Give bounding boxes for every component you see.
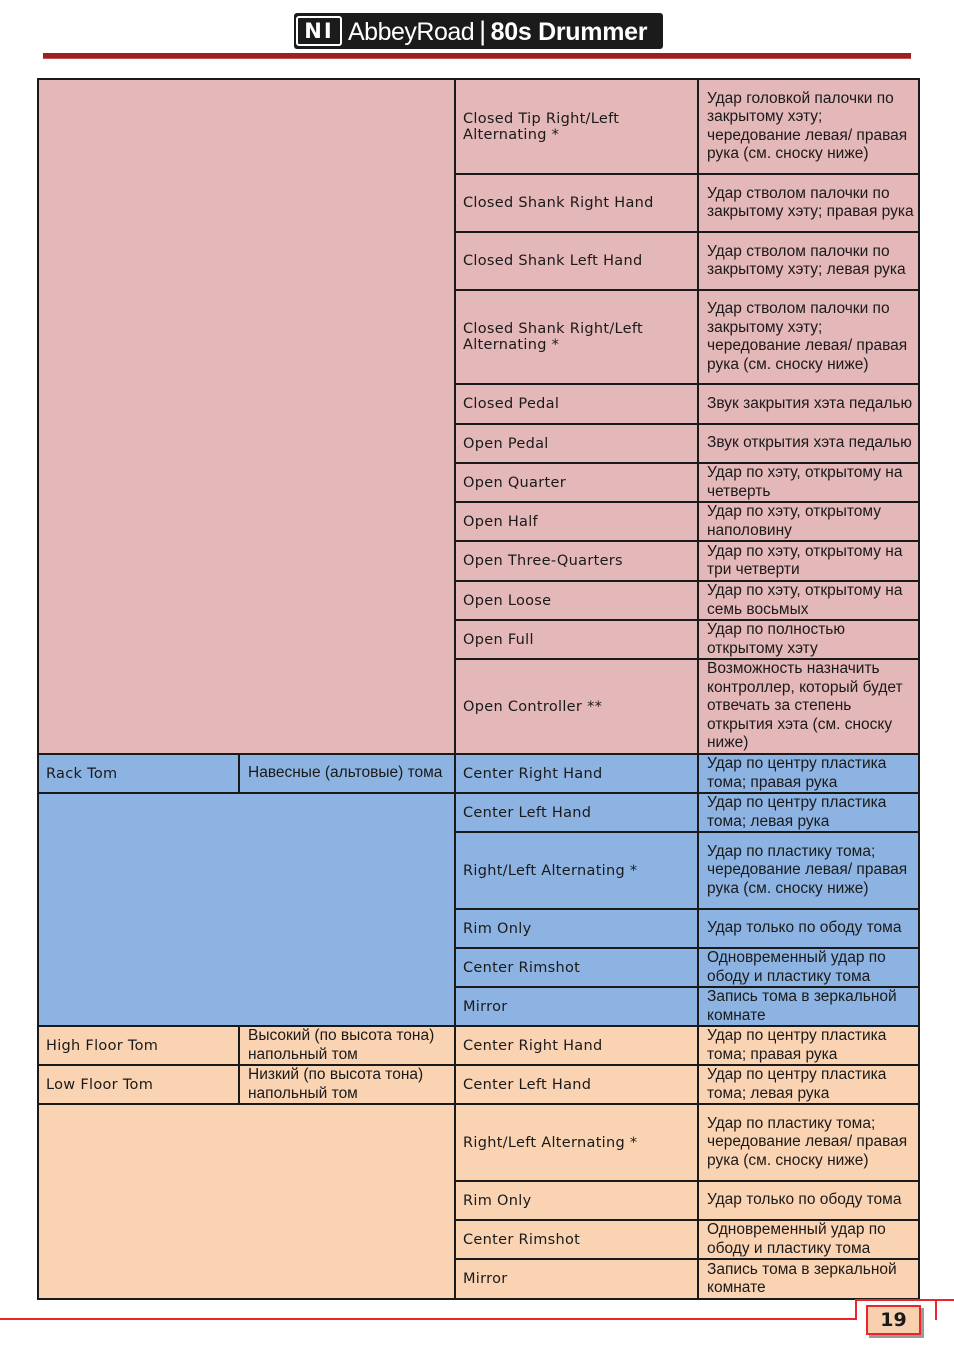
logo-wordmark: [348, 16, 647, 47]
floortom-empty-cell: [38, 1104, 455, 1299]
articulation-name: Closed Shank Right Hand: [455, 174, 698, 232]
table-row: [38, 793, 919, 832]
articulation-name: Open Controller **: [455, 659, 698, 754]
articulation-description: Удар по хэту, открытому на семь восьмых: [698, 581, 919, 620]
articulation-description: Удар только по ободу тома: [698, 1181, 919, 1220]
product-logo: [294, 13, 663, 49]
drum-name: Rack Tom: [38, 754, 239, 793]
articulation-name: Right/Left Alternating *: [455, 1104, 698, 1181]
articulation-description: Удар по центру пластика тома; правая рука: [698, 1026, 919, 1065]
drum-name-ru: Низкий (по высота тона) напольный том: [239, 1065, 455, 1104]
hihat-empty-cell: [38, 79, 455, 754]
articulation-description: Запись тома в зеркальной комнате: [698, 987, 919, 1026]
articulation-name: Closed Shank Right/Left Alternating *: [455, 290, 698, 384]
articulation-name: Open Quarter: [455, 463, 698, 502]
articulation-name: Closed Pedal: [455, 384, 698, 424]
drum-name-ru: Высокий (по высота тона) напольный том: [239, 1026, 455, 1065]
articulation-description: Удар стволом палочки по закрытому хэту; правая рука: [698, 174, 919, 232]
articulation-name: Center Rimshot: [455, 1220, 698, 1259]
articulation-name: Center Rimshot: [455, 948, 698, 987]
articulation-description: Удар по хэту, открытому на четверть: [698, 463, 919, 502]
articulation-name: Mirror: [455, 987, 698, 1026]
articulation-description: Запись тома в зеркальной комнате: [698, 1259, 919, 1299]
articulation-description: Удар по пластику тома; чередование левая/ правая рука (см. сноску ниже): [698, 832, 919, 909]
articulation-description: Звук закрытия хэта педалью: [698, 384, 919, 424]
racktom-empty-cell: [38, 793, 455, 1026]
footer-rule: [0, 1318, 856, 1320]
articulation-description: Одновременный удар по ободу и пластику тома: [698, 1220, 919, 1259]
articulation-description: Удар стволом палочки по закрытому хэту; левая рука: [698, 232, 919, 290]
articulation-name: Right/Left Alternating *: [455, 832, 698, 909]
table-row: [38, 1026, 919, 1065]
articulation-description: Удар по хэту, открытому на три четверти: [698, 541, 919, 581]
table-row: [38, 1065, 919, 1104]
articulation-name: Center Left Hand: [455, 1065, 698, 1104]
articulation-description: Удар только по ободу тома: [698, 909, 919, 948]
ni-logo-mark: NI: [296, 16, 342, 46]
drum-name: High Floor Tom: [38, 1026, 239, 1065]
articulation-description: Удар по центру пластика тома; левая рука: [698, 1065, 919, 1104]
articulation-description: Звук открытия хэта педалью: [698, 424, 919, 463]
articulation-description: Одновременный удар по ободу и пластику тома: [698, 948, 919, 987]
drum-name: Low Floor Tom: [38, 1065, 239, 1104]
articulation-description: Удар по пластику тома; чередование левая/ правая рука (см. сноску ниже): [698, 1104, 919, 1181]
table-row: [38, 754, 919, 793]
articulation-name: Mirror: [455, 1259, 698, 1299]
articulation-name: Open Three-Quarters: [455, 541, 698, 581]
page-number: 19: [866, 1305, 921, 1335]
articulation-description: Удар стволом палочки по закрытому хэту; чередование левая/ правая рука (см. сноску ниже): [698, 290, 919, 384]
articulation-description: Удар по центру пластика тома; правая рука: [698, 754, 919, 793]
drum-name-ru: Навесные (альтовые) тома: [239, 754, 455, 793]
articulation-table: [37, 78, 920, 1300]
articulation-description: Возможность назначить контроллер, который будет отвечать за степень открытия хэта (см. сноску ниже): [698, 659, 919, 754]
articulation-name: Open Full: [455, 620, 698, 659]
articulation-name: Center Left Hand: [455, 793, 698, 832]
table-row: [38, 1104, 919, 1181]
articulation-name: Open Loose: [455, 581, 698, 620]
articulation-name: Open Pedal: [455, 424, 698, 463]
footer-rule-tail: [935, 1299, 954, 1301]
articulation-name: Rim Only: [455, 1181, 698, 1220]
articulation-name: Closed Shank Left Hand: [455, 232, 698, 290]
logo-divider: |: [479, 15, 486, 46]
articulation-name: Center Right Hand: [455, 754, 698, 793]
articulation-name: Open Half: [455, 502, 698, 541]
header-rule: [43, 53, 911, 59]
table-row: [38, 79, 919, 174]
articulation-description: Удар по хэту, открытому наполовину: [698, 502, 919, 541]
articulation-name: Closed Tip Right/Left Alternating *: [455, 79, 698, 174]
logo-brand: AbbeyRoad: [348, 17, 475, 46]
articulation-description: Удар головкой палочки по закрытому хэту; чередование левая/ правая рука (см. сноску ниже): [698, 79, 919, 174]
articulation-name: Center Right Hand: [455, 1026, 698, 1065]
articulation-name: Rim Only: [455, 909, 698, 948]
articulation-description: Удар по полностью открытому хэту: [698, 620, 919, 659]
logo-product: 80s Drummer: [490, 17, 648, 46]
articulation-description: Удар по центру пластика тома; левая рука: [698, 793, 919, 832]
